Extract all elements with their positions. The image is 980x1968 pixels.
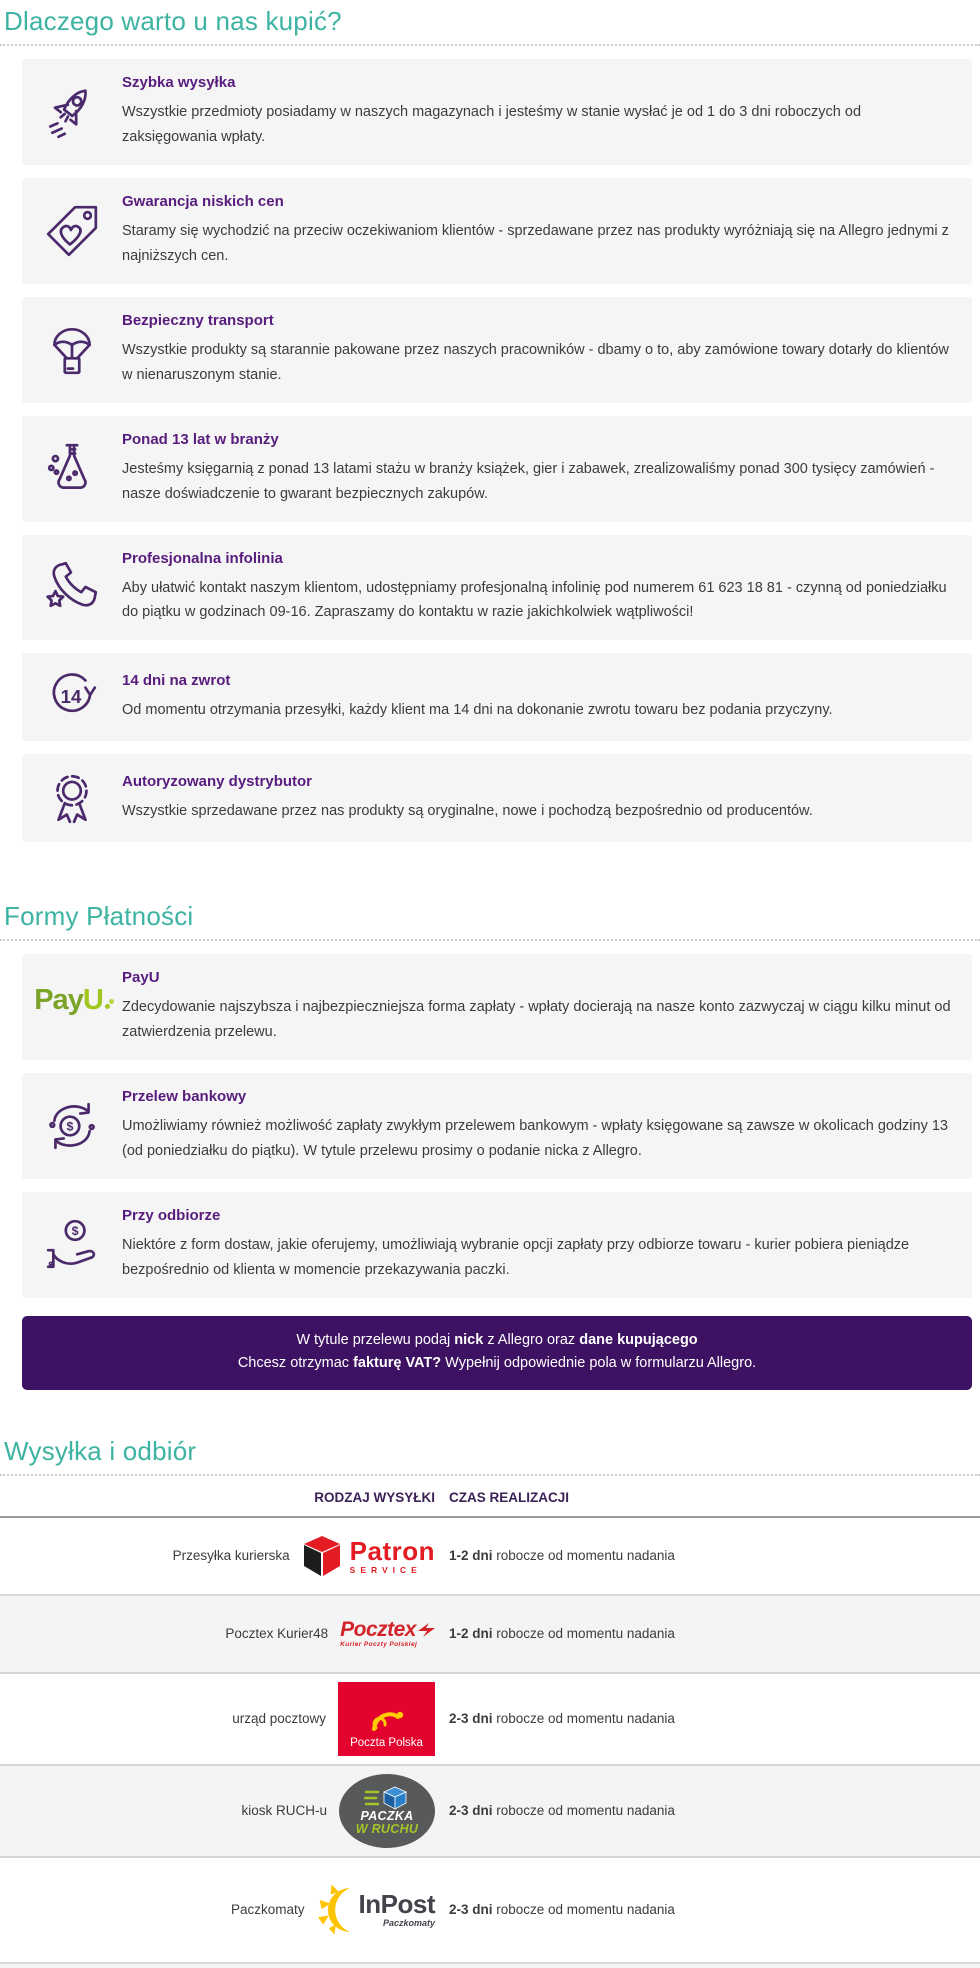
dollar-glyph: $ [66, 1119, 74, 1134]
price-tag-heart-icon [22, 202, 122, 260]
pocztex-logo-subtext: Kurier Poczty Polskiej [340, 1641, 418, 1649]
inpost-logo-text: InPost [358, 1889, 435, 1920]
payu-logo [22, 983, 122, 1029]
benefit-row-experience [22, 416, 972, 522]
benefit-title: Gwarancja niskich cen [122, 192, 284, 210]
shipping-table-header [0, 1476, 980, 1518]
payment-row-cash-on-delivery [22, 1192, 972, 1298]
benefit-row-low-prices [22, 178, 972, 284]
poczta-polska-logo [338, 1682, 435, 1756]
section-gap [0, 1390, 980, 1430]
section-gap [0, 855, 980, 895]
inpost-logo-subtext: Paczkomaty [382, 1918, 435, 1929]
benefit-text: Staramy się wychodzić na przeciw oczekiwaniom klientów - sprzedawane przez nas produkty wyróżniają się na Allegro jednymi z najniższych cen. [122, 222, 949, 264]
column-header-shipping-type: RODZAJ WYSYŁKI [314, 1489, 435, 1505]
cash-on-delivery-icon [22, 1216, 122, 1274]
patron-cube-icon [302, 1534, 342, 1578]
benefit-row-hotline [22, 535, 972, 641]
table-row-pocztex [0, 1594, 980, 1674]
benefit-row-safe-transport [22, 297, 972, 403]
payment-text: Niektóre z form dostaw, jakie oferujemy, umożliwiają wybranie opcji zapłaty przy odbiorze towaru - kurier pobiera pieniądze bezpośrednio od klienta w momencie przekazywania paczki. [122, 1237, 910, 1279]
payments-section [0, 895, 980, 1390]
page-title-payments: Formy Płatności [4, 901, 194, 932]
award-badge-icon [22, 769, 122, 827]
benefit-title: Bezpieczny transport [122, 311, 274, 329]
benefit-title: Profesjonalna infolinia [122, 549, 283, 567]
dotted-divider [0, 939, 980, 941]
dollar-glyph: $ [71, 1224, 79, 1239]
return-14-days-icon [22, 668, 122, 726]
inpost-sun-icon [317, 1880, 357, 1940]
rocket-icon [22, 83, 122, 141]
ruch-logo-line2: W RUCHU [355, 1821, 419, 1836]
lead-time: 2-3 dni robocze od momentu nadania [449, 1711, 675, 1727]
ruch-cube-icon [364, 1786, 410, 1810]
inpost-logo [317, 1880, 435, 1940]
benefit-text: Aby ułatwić kontakt naszym klientom, udostępniamy profesjonalną infolinię pod numerem 61 623 18 81 - czynną od poniedziałku do piątku w godzinach 09-16. Zapraszamy do kontaktu w razie jakichkolwiek wątpliwości! [122, 579, 947, 621]
payu-logo-text-pay: Pay [34, 983, 83, 1016]
patron-logo-subtext: SERVICE [349, 1564, 422, 1575]
lead-time: 2-3 dni robocze od momentu nadania [449, 1902, 675, 1918]
payu-sprout-icon [105, 1004, 110, 1009]
transfer-info-banner [22, 1316, 972, 1390]
phone-star-icon [22, 558, 122, 616]
lead-time: 1-2 dni robocze od momentu nadania [449, 1548, 675, 1564]
benefit-title: 14 dni na zwrot [122, 671, 231, 689]
banner-line-2: Chcesz otrzymac fakturę VAT? Wypełnij odpowiednie pola w formularzu Allegro. [237, 1355, 757, 1372]
table-row-courier [0, 1518, 980, 1594]
benefit-text: Jesteśmy księgarnią z ponad 13 latami stażu w branży książek, gier i zabawek, zrealizowaliśmy ponad 300 tysięcy zamówień - nasze doświadczenie to gwarant bezpiecznych zakupów. [122, 460, 935, 502]
payment-title: PayU [122, 969, 160, 987]
table-row-ruch-kiosk [0, 1764, 980, 1858]
benefit-text: Wszystkie sprzedawane przez nas produkty są oryginalne, nowe i pochodzą bezpośrednio od producentów. [122, 802, 813, 819]
payment-text: Umożliwiamy również możliwość zapłaty zwykłym przelewem bankowym - wpłaty księgowane są zawsze w okolicach godziny 13 (od poniedziałku do piątku). W tytule przelewu prosimy o podanie nicka z Allegro. [122, 1118, 948, 1160]
lead-time: 1-2 dni robocze od momentu nadania [449, 1626, 675, 1642]
payment-row-payu [22, 954, 972, 1060]
benefit-title: Autoryzowany dystrybutor [122, 772, 313, 790]
pocztex-logo [340, 1619, 435, 1649]
page-title-why: Dlaczego warto u nas kupić? [4, 6, 342, 36]
parachute-package-icon [22, 321, 122, 379]
benefit-text: Wszystkie przedmioty posiadamy w naszych magazynach i jesteśmy w stanie wysłać je od 1 do 3 dni roboczych od zaksięgowania wpłaty. [122, 104, 862, 145]
benefit-text: Wszystkie produkty są starannie pakowane przez naszych pracowników - dbamy o to, aby zamówione towary dotarły do klientów w nienaruszonym stanie. [122, 341, 949, 383]
posthorn-icon [367, 1707, 407, 1735]
patron-logo-text: Patron [349, 1535, 435, 1566]
shipping-label: kiosk RUCH-u [241, 1803, 327, 1819]
patron-service-logo [302, 1534, 435, 1578]
table-row-post-office [0, 1674, 980, 1764]
shipping-label: Paczkomaty [231, 1902, 305, 1918]
poczta-polska-logo-text: Poczta Polska [350, 1736, 423, 1749]
benefit-text: Od momentu otrzymania przesyłki, każdy klient ma 14 dni na dokonanie zwrotu towaru bez podania przyczyny. [122, 701, 833, 718]
flask-icon [22, 440, 122, 498]
next-row-edge [0, 1962, 980, 1968]
pocztex-arrow-icon [418, 1623, 435, 1637]
payu-logo-text-u: U [82, 983, 103, 1016]
ruch-logo-line1: PACZKA [360, 1808, 414, 1823]
payment-title: Przy odbiorze [122, 1207, 221, 1225]
payment-title: Przelew bankowy [122, 1088, 247, 1106]
shipping-label: Przesyłka kurierska [172, 1548, 290, 1564]
why-section [0, 0, 980, 842]
shipping-label: Pocztex Kurier48 [225, 1626, 329, 1642]
pocztex-logo-text: Pocztex [340, 1618, 416, 1642]
shipping-label: urząd pocztowy [232, 1711, 326, 1727]
bank-transfer-icon [22, 1097, 122, 1155]
lead-time: 2-3 dni robocze od momentu nadania [449, 1803, 675, 1819]
benefit-title: Szybka wysyłka [122, 74, 236, 91]
table-row-paczkomaty [0, 1858, 980, 1962]
banner-line-1: W tytule przelewu podaj nick z Allegro oraz dane kupującego [296, 1332, 698, 1348]
benefit-title: Ponad 13 lat w branży [122, 430, 279, 448]
payment-row-bank-transfer [22, 1073, 972, 1179]
days-14-glyph: 14 [60, 686, 82, 708]
column-header-lead-time: CZAS REALIZACJI [449, 1489, 570, 1505]
payment-text: Zdecydowanie najszybsza i najbezpieczniejsza forma zapłaty - wpłaty docierają na nasze konto zazwyczaj w ciągu kilku minut od zatwierdzenia przelewu. [122, 999, 951, 1041]
dotted-divider [0, 44, 980, 46]
page-title-shipping: Wysyłka i odbiór [4, 1435, 197, 1466]
benefit-row-fast-shipping [22, 59, 972, 165]
paczka-w-ruchu-logo [339, 1774, 435, 1848]
benefit-row-returns [22, 653, 972, 741]
shipping-section [0, 1430, 980, 1968]
benefit-row-authorized [22, 754, 972, 842]
